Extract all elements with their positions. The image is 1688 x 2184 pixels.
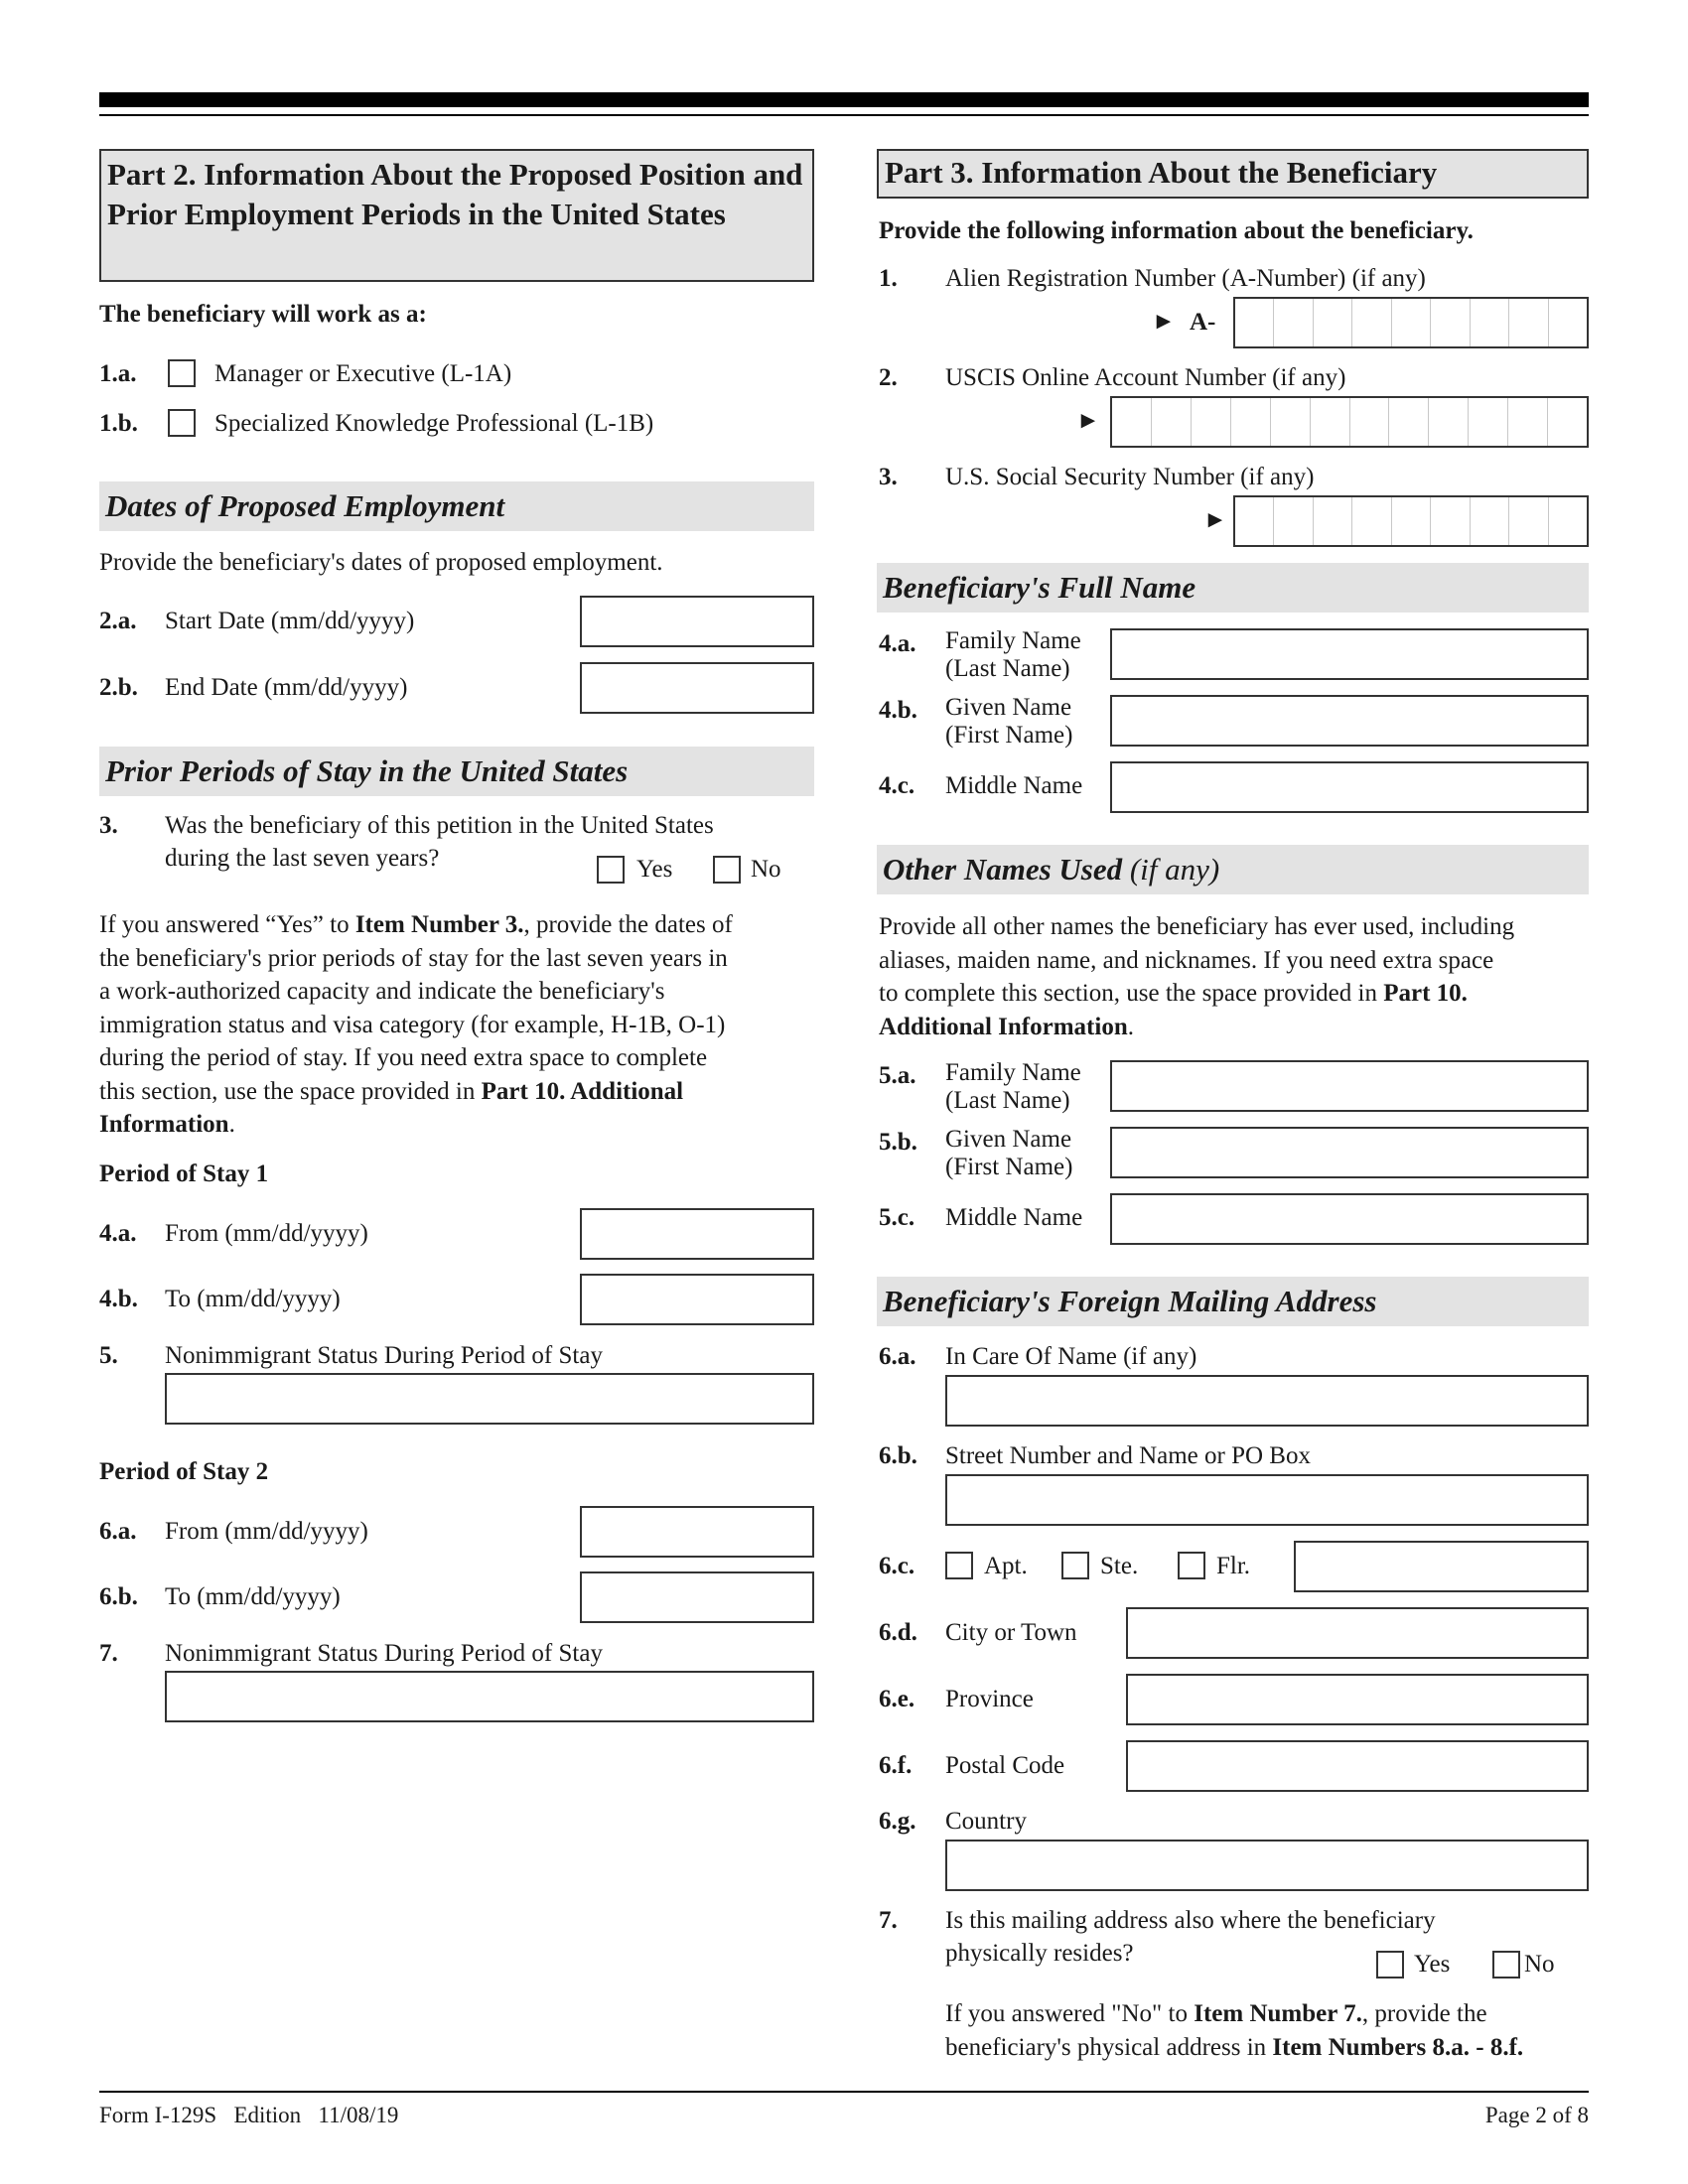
city-field[interactable] — [1126, 1607, 1589, 1659]
apt-number-field[interactable] — [1294, 1541, 1589, 1592]
ste-label: Ste. — [1100, 1553, 1139, 1579]
para-ref: Item Number 3. — [354, 911, 524, 938]
item-1b-number: 1.b. — [99, 410, 138, 437]
label-line: (First Name) — [945, 722, 1073, 749]
city-label: City or Town — [945, 1619, 1077, 1646]
a-number-label: Alien Registration Number (A-Number) (if any) — [945, 265, 1426, 292]
period2-from-label: From (mm/dd/yyyy) — [165, 1518, 368, 1545]
para-ref: Information — [99, 1111, 229, 1138]
item-3-number: 3. — [879, 464, 898, 490]
page-number: Page 2 of 8 — [1484, 2103, 1589, 2127]
para-text: . — [228, 1111, 235, 1138]
part3-header — [877, 149, 1589, 199]
period-2-heading: Period of Stay 2 — [99, 1458, 269, 1485]
item-6a-number: 6.a. — [879, 1343, 916, 1370]
para-ref: Part 10. — [1383, 980, 1468, 1007]
section-suffix: (if any) — [1122, 852, 1220, 887]
family-name-field[interactable] — [1110, 628, 1589, 680]
other-given-name-field[interactable] — [1110, 1127, 1589, 1178]
item-7-number: 7. — [879, 1907, 898, 1934]
item-4a-number: 4.a. — [99, 1220, 137, 1247]
arrow-icon: ► — [1152, 309, 1176, 335]
label-line: (First Name) — [945, 1154, 1073, 1180]
para-line: during the period of stay. If you need extra space to complete — [99, 1044, 708, 1071]
period1-from-label: From (mm/dd/yyyy) — [165, 1220, 368, 1247]
label-line: Family Name — [945, 627, 1081, 654]
postal-code-field[interactable] — [1126, 1740, 1589, 1792]
l1b-checkbox[interactable] — [168, 409, 196, 437]
para-text: this section, use the space provided in — [99, 1077, 482, 1105]
para-text: If you answered “Yes” to — [99, 911, 355, 938]
other-given-name-label — [945, 1126, 1072, 1181]
end-date-label: End Date (mm/dd/yyyy) — [165, 674, 408, 701]
family-name-label — [945, 627, 1081, 683]
para-ref: Part 10. Additional — [481, 1077, 684, 1105]
item-4a-number: 4.a. — [879, 630, 916, 657]
item-6d-number: 6.d. — [879, 1619, 917, 1646]
item-4b-number: 4.b. — [99, 1286, 138, 1312]
period1-from-field[interactable] — [580, 1208, 814, 1260]
item-6b-number: 6.b. — [99, 1583, 138, 1610]
q7-line1: Is this mailing address also where the beneficiary — [945, 1907, 1436, 1934]
item-4b-number: 4.b. — [879, 697, 917, 724]
item-2-number: 2. — [879, 364, 898, 391]
l1b-label: Specialized Knowledge Professional (L-1B) — [214, 410, 654, 437]
part2-header — [99, 149, 814, 282]
label-line: Family Name — [945, 1059, 1081, 1086]
dates-section-header: Dates of Proposed Employment — [99, 481, 814, 531]
para-ref: Additional Information — [879, 1013, 1128, 1040]
label-line: (Last Name) — [945, 655, 1070, 682]
q3-yes-label: Yes — [636, 856, 673, 883]
period2-to-field[interactable] — [580, 1571, 814, 1623]
other-family-name-label — [945, 1059, 1081, 1115]
period1-status-field[interactable] — [165, 1373, 814, 1425]
a-number-field[interactable] — [1233, 297, 1589, 348]
item-5c-number: 5.c. — [879, 1204, 915, 1231]
mailing-address-section-header: Beneficiary's Foreign Mailing Address — [877, 1277, 1589, 1326]
item-6g-number: 6.g. — [879, 1808, 916, 1835]
item-6e-number: 6.e. — [879, 1686, 915, 1712]
para-line: immigration status and visa category (for example, H-1B, O-1) — [99, 1011, 726, 1038]
flr-label: Flr. — [1216, 1553, 1251, 1579]
ssn-label: U.S. Social Security Number (if any) — [945, 464, 1315, 490]
item-5-number: 5. — [99, 1342, 118, 1369]
q3-yes-checkbox[interactable] — [597, 856, 625, 884]
apt-checkbox[interactable] — [945, 1552, 973, 1579]
q7-yes-label: Yes — [1414, 1951, 1451, 1978]
period2-status-label: Nonimmigrant Status During Period of Stay — [165, 1640, 603, 1667]
ssn-field[interactable] — [1233, 495, 1589, 547]
period1-status-label: Nonimmigrant Status During Period of Stay — [165, 1342, 603, 1369]
item-6c-number: 6.c. — [879, 1553, 915, 1579]
other-names-instructions — [879, 910, 1589, 1043]
period1-to-label: To (mm/dd/yyyy) — [165, 1286, 341, 1312]
item-2b-number: 2.b. — [99, 674, 138, 701]
item-3-number: 3. — [99, 812, 118, 839]
start-date-field[interactable] — [580, 596, 814, 647]
apt-label: Apt. — [984, 1553, 1028, 1579]
prior-stay-section-header: Prior Periods of Stay in the United States — [99, 747, 814, 796]
note-text: , provide the — [1361, 2000, 1487, 2027]
uscis-account-field[interactable] — [1110, 396, 1589, 448]
form-edition: Form I-129S Edition 11/08/19 — [99, 2103, 399, 2127]
other-middle-name-label: Middle Name — [945, 1204, 1083, 1231]
para-text: to complete this section, use the space provided in — [879, 980, 1384, 1007]
period2-to-label: To (mm/dd/yyyy) — [165, 1583, 341, 1610]
arrow-icon: ► — [1076, 408, 1100, 434]
given-name-label — [945, 694, 1072, 750]
para-line: a work-authorized capacity and indicate the beneficiary's — [99, 978, 665, 1005]
full-name-section-header: Beneficiary's Full Name — [877, 563, 1589, 613]
q3-line1: Was the beneficiary of this petition in the United States — [165, 812, 714, 839]
note-text: beneficiary's physical address in — [945, 2033, 1273, 2061]
postal-code-label: Postal Code — [945, 1752, 1065, 1779]
section-title: Other Names Used — [883, 852, 1123, 887]
q3-no-label: No — [751, 856, 781, 883]
country-label: Country — [945, 1808, 1027, 1835]
work-as-label: The beneficiary will work as a: — [99, 301, 427, 328]
province-label: Province — [945, 1686, 1034, 1712]
other-names-section-header — [877, 845, 1589, 894]
q7-note — [945, 1997, 1523, 2064]
para-line: Provide all other names the beneficiary has ever used, including — [879, 913, 1515, 940]
street-label: Street Number and Name or PO Box — [945, 1442, 1311, 1469]
item-5a-number: 5.a. — [879, 1062, 916, 1089]
top-rule-thin — [99, 114, 1589, 116]
note-ref: Item Numbers 8.a. - 8.f. — [1272, 2033, 1524, 2061]
other-middle-name-field[interactable] — [1110, 1193, 1589, 1245]
start-date-label: Start Date (mm/dd/yyyy) — [165, 608, 415, 634]
period2-status-field[interactable] — [165, 1671, 814, 1722]
uscis-account-label: USCIS Online Account Number (if any) — [945, 364, 1346, 391]
given-name-field[interactable] — [1110, 695, 1589, 747]
para-text: , provide the dates of — [523, 911, 733, 938]
item-6a-number: 6.a. — [99, 1518, 137, 1545]
end-date-field[interactable] — [580, 662, 814, 714]
q7-no-checkbox[interactable] — [1492, 1951, 1520, 1979]
label-line: Given Name — [945, 694, 1072, 721]
para-line: aliases, maiden name, and nicknames. If you need extra space — [879, 946, 1494, 974]
prior-stay-instructions — [99, 908, 824, 1142]
part3-instruction: Provide the following information about the beneficiary. — [879, 217, 1474, 244]
label-line: Given Name — [945, 1126, 1072, 1153]
part3-title: Part 3. Information About the Beneficiary — [885, 155, 1438, 190]
part2-title: Part 2. Information About the Proposed Position and Prior Employment Periods in the United States — [107, 157, 803, 231]
para-line: the beneficiary's prior periods of stay for the last seven years in — [99, 944, 728, 972]
item-7-number: 7. — [99, 1640, 118, 1667]
item-6b-number: 6.b. — [879, 1442, 917, 1469]
street-field[interactable] — [945, 1474, 1589, 1526]
country-field[interactable] — [945, 1840, 1589, 1891]
in-care-of-label: In Care Of Name (if any) — [945, 1343, 1197, 1370]
note-ref: Item Number 7. — [1194, 2000, 1362, 2027]
l1a-label: Manager or Executive (L-1A) — [214, 360, 512, 387]
item-4c-number: 4.c. — [879, 772, 915, 799]
ste-checkbox[interactable] — [1061, 1552, 1089, 1579]
item-1a-number: 1.a. — [99, 360, 137, 387]
middle-name-field[interactable] — [1110, 761, 1589, 813]
q3-line2: during the last seven years? — [165, 845, 440, 872]
item-2a-number: 2.a. — [99, 608, 137, 634]
q3-no-checkbox[interactable] — [713, 856, 741, 884]
item-6f-number: 6.f. — [879, 1752, 913, 1779]
label-line: (Last Name) — [945, 1087, 1070, 1114]
period-1-heading: Period of Stay 1 — [99, 1160, 269, 1187]
q7-line2: physically resides? — [945, 1940, 1134, 1967]
other-family-name-field[interactable] — [1110, 1060, 1589, 1112]
top-rule-thick — [99, 92, 1589, 107]
item-5b-number: 5.b. — [879, 1129, 917, 1156]
q7-yes-checkbox[interactable] — [1376, 1951, 1404, 1979]
middle-name-label: Middle Name — [945, 772, 1083, 799]
arrow-icon: ► — [1203, 507, 1227, 533]
a-number-prefix: A- — [1190, 309, 1216, 336]
para-text: . — [1127, 1013, 1134, 1040]
period1-to-field[interactable] — [580, 1274, 814, 1325]
l1a-checkbox[interactable] — [168, 359, 196, 387]
flr-checkbox[interactable] — [1178, 1552, 1205, 1579]
in-care-of-field[interactable] — [945, 1375, 1589, 1427]
note-text: If you answered "No" to — [945, 2000, 1195, 2027]
item-1-number: 1. — [879, 265, 898, 292]
period2-from-field[interactable] — [580, 1506, 814, 1558]
dates-instruction: Provide the beneficiary's dates of proposed employment. — [99, 549, 663, 576]
q7-no-label: No — [1524, 1951, 1555, 1978]
footer-rule — [99, 2091, 1589, 2093]
province-field[interactable] — [1126, 1674, 1589, 1725]
